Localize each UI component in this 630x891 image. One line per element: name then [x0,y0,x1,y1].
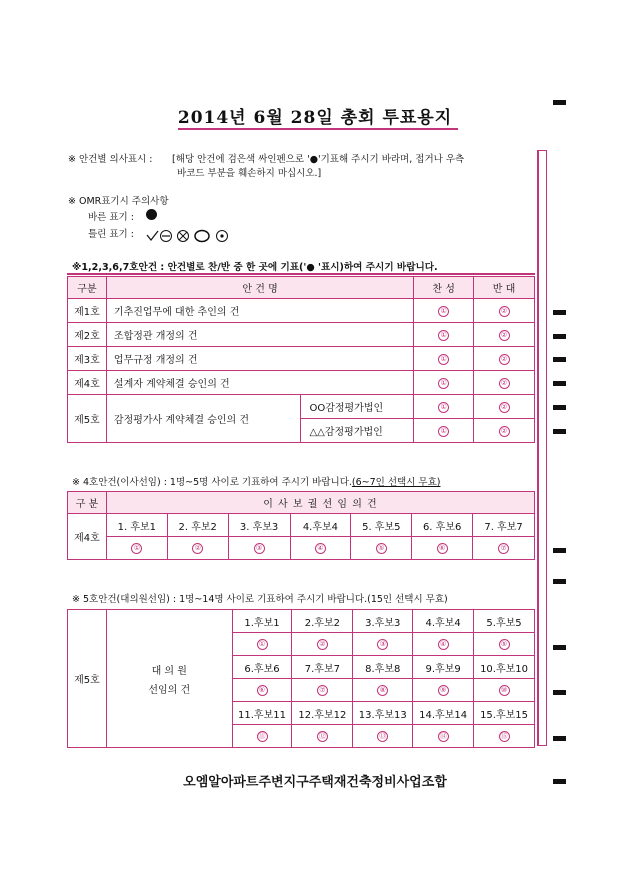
timing-mark [553,579,566,584]
candidate-name: 7.후보7 [292,656,353,679]
timing-mark [553,310,566,315]
candidate-name: 15.후보15 [474,702,535,725]
delegate-item-line2: 선임의 건 [148,684,191,696]
agenda-name: 조합정관 개정의 건 [106,323,413,347]
candidate-bubble[interactable]: ⑧ [377,685,388,696]
vote-against-bubble[interactable]: ② [499,354,510,365]
instructions-line1: [해당 안건에 검은색 싸인펜으로 '●'기표해 주시기 바라며, 접거나 우측 [172,154,465,165]
filled-circle-icon [146,209,157,220]
timing-mark [553,100,566,105]
candidate-bubble[interactable]: ⑥ [437,543,448,554]
candidate-bubble[interactable]: ⑬ [379,732,387,740]
appraiser-option-1: OO감정평가법인 [301,395,414,419]
section2-note-invalid: (6~7인 선택시 무효) [351,477,441,488]
timing-mark [553,405,566,410]
candidate-bubble[interactable]: ⑩ [499,685,510,696]
instructions-label: ※ 안건별 의사표시 : [68,154,153,165]
table-row [68,299,535,323]
agenda-name: 업무규정 개정의 건 [106,347,413,371]
timing-mark [553,548,566,553]
header-director-election: 이 사 보 궐 선 임 의 건 [106,492,534,514]
vote-against-bubble[interactable]: ② [499,378,510,389]
section3-note: ※ 5호안건(대의원선임) : 1명~14명 사이로 기표하여 주시기 바랍니다.(15인 선택시 무효) [72,594,448,605]
candidate-bubble[interactable]: ⑪ [258,732,266,740]
agenda-no: 제4호 [68,371,107,395]
header-category: 구분 [68,277,107,299]
candidate-name: 8.후보8 [353,656,413,679]
header-category: 구 분 [68,492,107,514]
candidate-bubble[interactable]: ⑦ [317,685,328,696]
candidate-name: 1. 후보1 [106,514,167,537]
agenda-no: 제1호 [68,299,107,323]
director-table [67,491,535,560]
agenda-no: 제4호 [68,514,107,560]
timing-mark [553,736,566,741]
candidate-name: 7. 후보7 [473,514,535,537]
candidate-name: 10.후보10 [474,656,535,679]
candidate-bubble[interactable]: ① [257,639,268,650]
candidate-bubble[interactable]: ③ [254,543,265,554]
section2-note [72,474,440,488]
barcode-border [537,150,547,746]
delegate-item-line1: 대 의 원 [151,665,187,677]
candidate-name: 5.후보5 [474,610,535,633]
delegate-item [106,610,232,748]
section1-note: ※1,2,3,6,7호안건 : 안건별로 찬/반 중 한 곳에 기표('● '표시)하여 주시기 바랍니다. [72,262,438,273]
candidate-name: 13.후보13 [353,702,413,725]
candidate-bubble[interactable]: ⑮ [500,732,508,740]
candidate-bubble[interactable]: ⑦ [498,543,509,554]
appraiser-option-2: △△감정평가법인 [301,419,414,443]
wrong-marks-icon [146,229,241,243]
vote-for-bubble[interactable]: ① [438,402,449,413]
agenda-name: 설계자 계약체결 승인의 건 [106,371,413,395]
candidate-name: 9.후보9 [413,656,474,679]
agenda-no: 제2호 [68,323,107,347]
candidate-name: 6.후보6 [232,656,292,679]
candidate-bubble[interactable]: ① [131,543,142,554]
timing-mark [553,690,566,695]
omr-heading: ※ OMR표기시 주의사항 [68,196,169,207]
table-row [68,347,535,371]
vote-for-bubble[interactable]: ① [438,426,449,437]
header-agenda: 안 건 명 [106,277,413,299]
candidate-bubble[interactable]: ④ [315,543,326,554]
candidate-bubble[interactable]: ⑤ [499,639,510,650]
candidate-bubble[interactable]: ⑨ [438,685,449,696]
candidate-bubble[interactable]: ④ [438,639,449,650]
ballot-title: 2014년 6월 28일 총회 투표용지 [177,108,453,128]
timing-mark [553,645,566,650]
vote-against-bubble[interactable]: ② [499,402,510,413]
agenda-name: 감정평가사 계약체결 승인의 건 [106,395,301,443]
candidate-name: 3. 후보3 [228,514,290,537]
candidate-bubble[interactable]: ② [192,543,203,554]
timing-mark [553,334,566,339]
omr-wrong-label: 틀린 표기 : [88,229,134,240]
section2-note-main: ※ 4호안건(이사선임) : 1명~5명 사이로 기표하여 주시기 바랍니다. [72,477,352,488]
candidate-bubble[interactable]: ⑫ [318,732,326,740]
candidate-name: 4.후보4 [413,610,474,633]
agenda-no: 제3호 [68,347,107,371]
vote-for-bubble[interactable]: ① [438,354,449,365]
vote-against-bubble[interactable]: ② [499,330,510,341]
candidate-bubble[interactable]: ② [317,639,328,650]
header-for: 찬 성 [414,277,474,299]
timing-mark [553,357,566,362]
omr-correct-label: 바른 표기 : [88,212,134,223]
vote-against-bubble[interactable]: ② [499,426,510,437]
table-row [68,371,535,395]
instructions-line2: 바코드 부분을 훼손하지 마십시오.] [177,168,322,179]
candidate-bubble[interactable]: ⑤ [376,543,387,554]
agenda-no: 제5호 [68,395,107,443]
title-underline [178,128,458,130]
candidate-name: 14.후보14 [413,702,474,725]
header-against: 반 대 [474,277,535,299]
agenda-table [67,276,535,395]
candidate-name: 5. 후보5 [351,514,412,537]
candidate-name: 2. 후보2 [167,514,228,537]
candidate-name: 11.후보11 [232,702,292,725]
table-row [68,323,535,347]
candidate-bubble[interactable]: ⑭ [439,732,447,740]
agenda-table-row5 [67,394,535,443]
vote-against-bubble[interactable]: ② [499,306,510,317]
delegate-table [67,609,535,748]
timing-mark [553,381,566,386]
vote-for-bubble[interactable]: ① [438,306,449,317]
vote-for-bubble[interactable]: ① [438,378,449,389]
agenda-name: 기추진업무에 대한 추인의 건 [106,299,413,323]
candidate-name: 1.후보1 [232,610,292,633]
candidate-bubble[interactable]: ③ [377,639,388,650]
candidate-name: 2.후보2 [292,610,353,633]
table-row [68,395,535,419]
agenda-no: 제5호 [68,610,107,748]
candidate-bubble[interactable]: ⑥ [257,685,268,696]
candidate-name: 6. 후보6 [412,514,473,537]
candidate-name: 3.후보3 [353,610,413,633]
timing-mark [553,429,566,434]
candidate-name: 4.후보4 [290,514,351,537]
association-name: 오엠알아파트주변지구주택재건축정비사업조합 [183,775,447,790]
candidate-name: 12.후보12 [292,702,353,725]
vote-for-bubble[interactable]: ① [438,330,449,341]
